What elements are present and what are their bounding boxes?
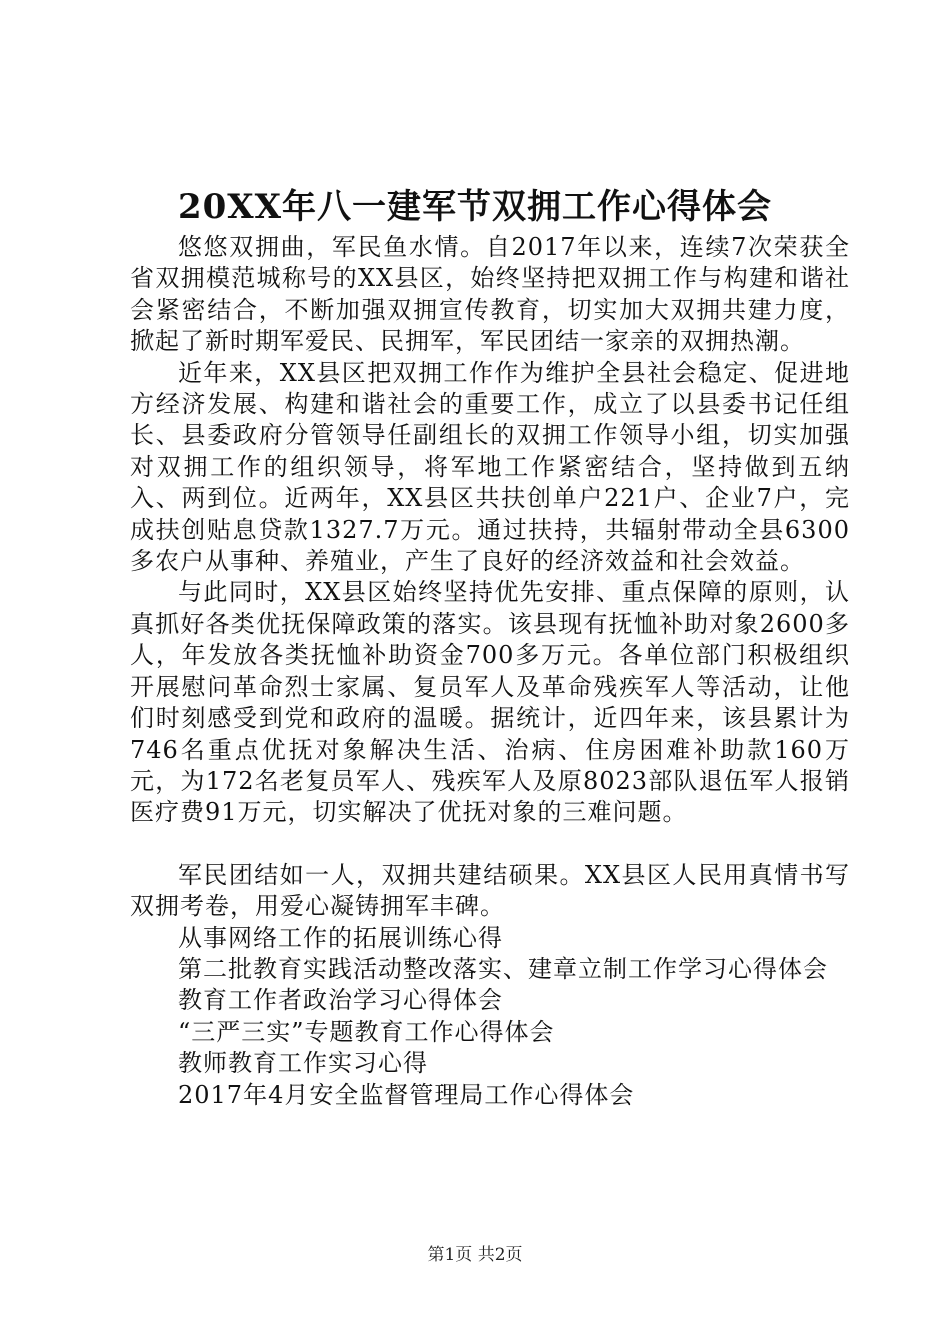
related-link[interactable]: 第二批教育实践活动整改落实、建章立制工作学习心得体会 xyxy=(178,954,828,983)
document-title: 20XX年八一建军节双拥工作心得体会 xyxy=(177,187,773,227)
paragraph-spacer xyxy=(130,829,850,860)
related-link[interactable]: 2017年4月安全监督管理局工作心得体会 xyxy=(178,1080,635,1109)
document-body xyxy=(130,232,850,1111)
related-link[interactable]: 从事网络工作的拓展训练心得 xyxy=(178,923,503,952)
paragraph-welfare: 与此同时，XX县区始终坚持优先安排、重点保障的原则，认真抓好各类优抚保障政策的落实。该县现有抚恤补助对象2600多人，年发放各类抚恤补助资金700多万元。各单位部门积极组织开展慰问革命烈士家属、复员军人及革命残疾军人等活动，让他们时刻感受到党和政府的温暖。据统计，近四年来，该县累计为746名重点优抚对象解决生活、治病、住房困难补助款160万元，为172名老复员军人、残疾军人及原8023部队退伍军人报销医疗费91万元，切实解决了优抚对象的三难问题。 xyxy=(130,578,850,827)
paragraph-intro: 悠悠双拥曲，军民鱼水情。自2017年以来，连续7次荣获全省双拥模范城称号的XX县区，始终坚持把双拥工作与构建和谐社会紧密结合，不断加强双拥宣传教育，切实加大双拥共建力度，掀起了新时期军爱民、民拥军，军民团结一家亲的双拥热潮。 xyxy=(130,233,850,356)
related-link[interactable]: 教师教育工作实习心得 xyxy=(178,1049,428,1078)
page-number: 第1页 共2页 xyxy=(427,1245,523,1265)
paragraph-economy: 近年来，XX县区把双拥工作作为维护全县社会稳定、促进地方经济发展、构建和谐社会的重要工作，成立了以县委书记任组长、县委政府分管领导任副组长的双拥工作领导小组，切实加强对双拥工作的组织领导，将军地工作紧密结合，坚持做到五纳入、两到位。近两年，XX县区共扶创单户221户、企业7户，完成扶创贴息贷款1327.7万元。通过扶持，共辐射带动全县6300多农户从事种、养殖业，产生了良好的经济效益和社会效益。 xyxy=(130,358,850,576)
related-link[interactable]: “三严三实”专题教育工作心得体会 xyxy=(178,1017,555,1046)
related-link[interactable]: 教育工作者政治学习心得体会 xyxy=(178,986,503,1015)
paragraph-conclusion: 军民团结如一人，双拥共建结硕果。XX县区人民用真情书写双拥考卷，用爱心凝铸拥军丰碑。 xyxy=(130,860,850,921)
